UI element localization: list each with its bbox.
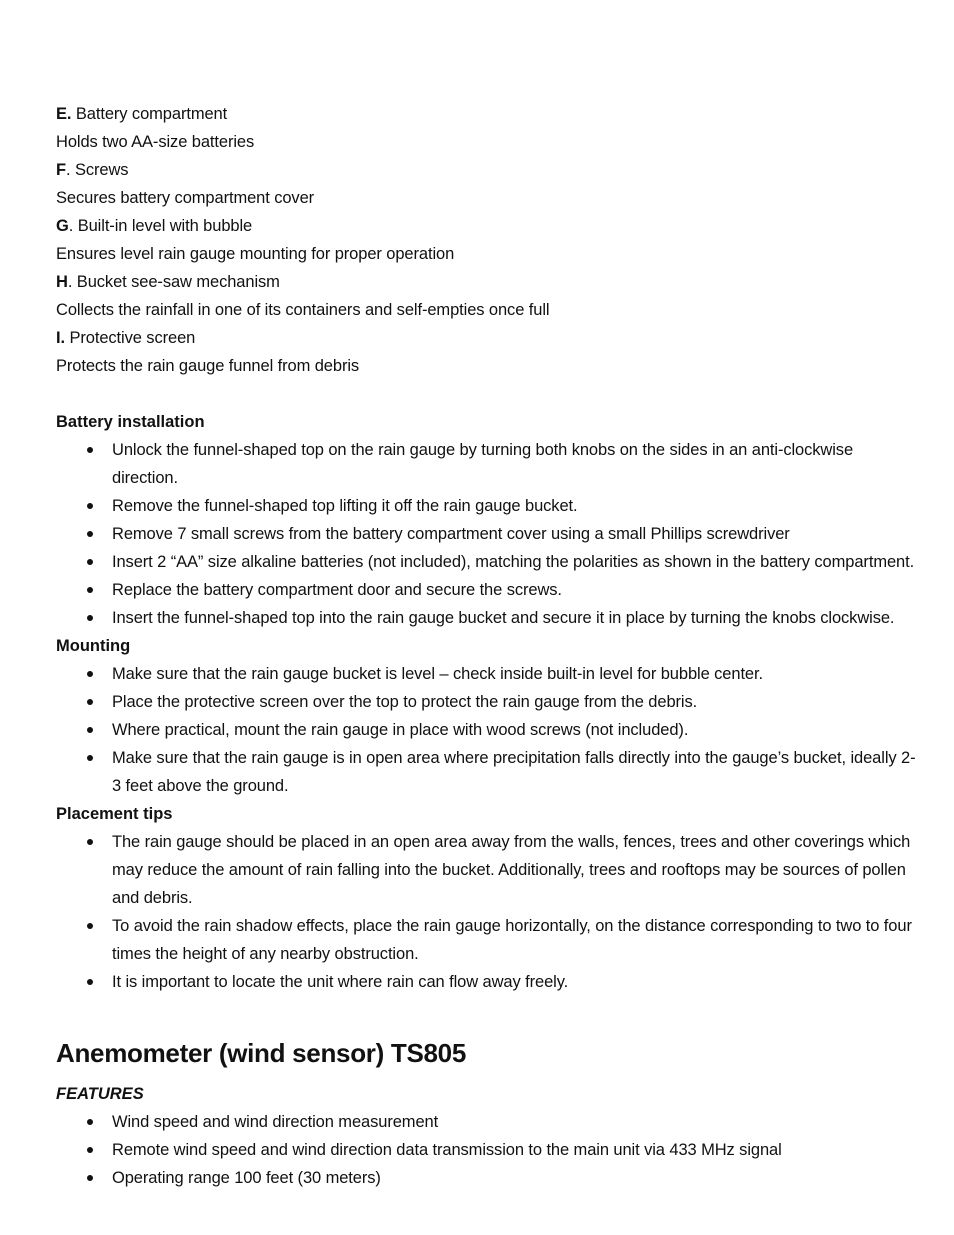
part-h-desc: Collects the rainfall in one of its containers and self-empties once full [56, 301, 550, 319]
mounting-heading: Mounting [56, 637, 131, 655]
part-f-name [56, 156, 916, 184]
list-item-text: Insert 2 “AA” size alkaline batteries (not included), matching the polarities as shown in the battery compartment. [112, 553, 915, 571]
list-item-text: Where practical, mount the rain gauge in place with wood screws (not included). [112, 721, 689, 739]
bullet-icon [87, 447, 93, 453]
list-item [56, 520, 916, 548]
list-item-text: Make sure that the rain gauge is in open area where precipitation falls directly into the gauge’s bucket, ideally 2-3 feet above the ground. [112, 749, 916, 795]
part-name: Protective screen [64, 329, 196, 347]
list-item-text: Remote wind speed and wind direction data transmission to the main unit via 433 MHz signal [112, 1141, 782, 1159]
bullet-icon [87, 839, 93, 845]
list-item [56, 576, 916, 604]
part-e-desc: Holds two AA-size batteries [56, 133, 255, 151]
part-name: . Screws [65, 161, 129, 179]
bullet-icon [87, 671, 93, 677]
battery-installation-heading: Battery installation [56, 413, 205, 431]
part-i-desc: Protects the rain gauge funnel from debris [56, 357, 360, 375]
part-name: Battery compartment [71, 105, 228, 123]
bullet-icon [87, 559, 93, 565]
list-item [56, 436, 916, 492]
list-item-text: Place the protective screen over the top to protect the rain gauge from the debris. [112, 693, 698, 711]
part-key: I. [56, 329, 65, 347]
list-item [56, 828, 916, 912]
list-item-text: Remove the funnel-shaped top lifting it off the rain gauge bucket. [112, 497, 578, 515]
part-f-desc: Secures battery compartment cover [56, 189, 315, 207]
list-item-text: To avoid the rain shadow effects, place the rain gauge horizontally, on the distance corresponding to two to four times the height of any nearby obstruction. [112, 917, 912, 963]
list-item-text: The rain gauge should be placed in an open area away from the walls, fences, trees and other coverings which may reduce the amount of rain falling into the bucket. Additionally, trees and rooftops may be sources of pollen and debris. [112, 833, 911, 907]
list-item-text: Wind speed and wind direction measurement [112, 1113, 439, 1131]
bullet-icon [87, 699, 93, 705]
list-item-text: Replace the battery compartment door and secure the screws. [112, 581, 562, 599]
bullet-icon [87, 615, 93, 621]
list-item [56, 604, 916, 632]
part-e-name [56, 100, 916, 128]
list-item-text: Unlock the funnel-shaped top on the rain gauge by turning both knobs on the sides in an anti-clockwise direction. [112, 441, 854, 487]
bullet-icon [87, 727, 93, 733]
placement-tips-heading: Placement tips [56, 805, 173, 823]
bullet-icon [87, 979, 93, 985]
anemometer-section-title: Anemometer (wind sensor) TS805 [56, 1038, 466, 1068]
part-name: . Bucket see-saw mechanism [67, 273, 280, 291]
bullet-icon [87, 587, 93, 593]
list-item [56, 1164, 916, 1192]
list-item-text: Remove 7 small screws from the battery compartment cover using a small Phillips screwdriver [112, 525, 790, 543]
part-g-name [56, 212, 916, 240]
list-item [56, 660, 916, 688]
bullet-icon [87, 923, 93, 929]
bullet-icon [87, 1175, 93, 1181]
list-item [56, 968, 916, 996]
list-item [56, 744, 916, 800]
bullet-icon [87, 755, 93, 761]
bullet-icon [87, 531, 93, 537]
document-page [56, 100, 916, 1192]
features-label: FEATURES [56, 1085, 144, 1103]
list-item-text: Insert the funnel-shaped top into the rain gauge bucket and secure it in place by turning the knobs clockwise. [112, 609, 895, 627]
list-item [56, 1136, 916, 1164]
parts-list [56, 100, 916, 380]
part-i-name [56, 324, 916, 352]
part-h-name [56, 268, 916, 296]
mounting-list [56, 660, 916, 800]
list-item [56, 548, 916, 576]
features-list [56, 1108, 916, 1192]
list-item [56, 688, 916, 716]
part-key: E. [56, 105, 72, 123]
part-key: F [56, 161, 66, 179]
part-key: H [56, 273, 68, 291]
list-item [56, 492, 916, 520]
bullet-icon [87, 503, 93, 509]
part-g-desc: Ensures level rain gauge mounting for proper operation [56, 245, 455, 263]
bullet-icon [87, 1119, 93, 1125]
list-item [56, 1108, 916, 1136]
list-item-text: It is important to locate the unit where rain can flow away freely. [112, 973, 569, 991]
bullet-icon [87, 1147, 93, 1153]
part-name: . Built-in level with bubble [68, 217, 253, 235]
part-key: G [56, 217, 69, 235]
placement-tips-list [56, 828, 916, 996]
battery-installation-list [56, 436, 916, 632]
list-item [56, 716, 916, 744]
list-item-text: Make sure that the rain gauge bucket is level – check inside built-in level for bubble center. [112, 665, 763, 683]
list-item [56, 912, 916, 968]
spacer [56, 380, 916, 408]
list-item-text: Operating range 100 feet (30 meters) [112, 1169, 381, 1187]
